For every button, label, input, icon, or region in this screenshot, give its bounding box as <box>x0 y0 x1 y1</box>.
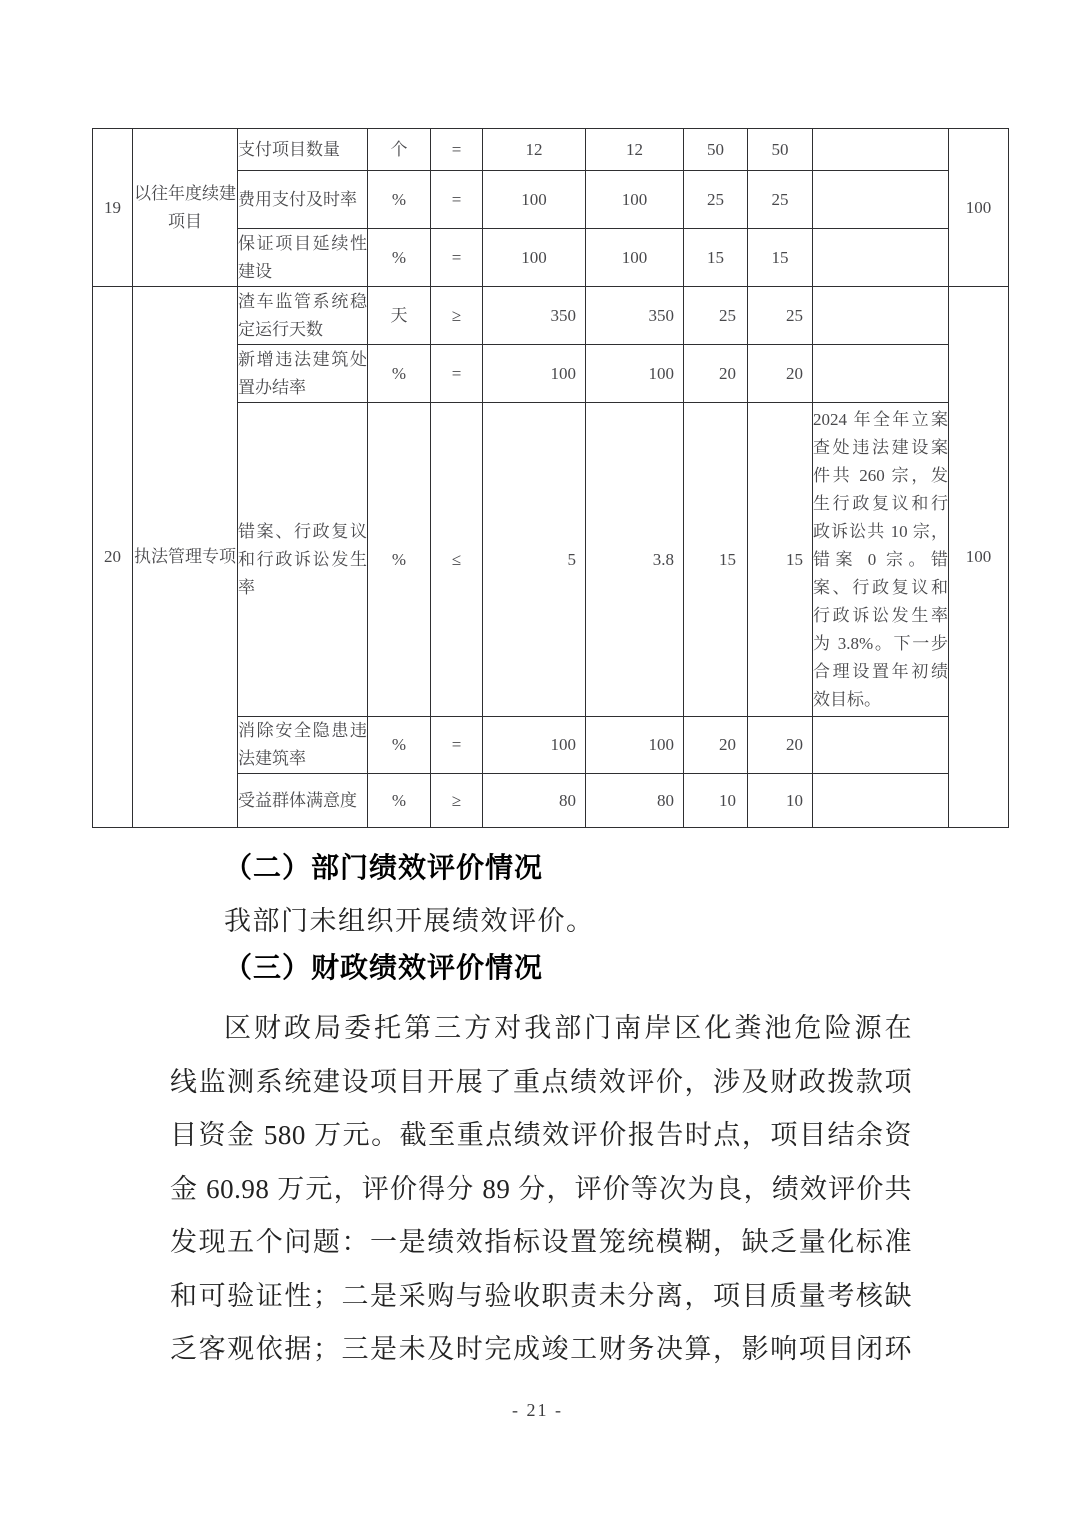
total-score-cell: 100 <box>949 287 1009 828</box>
target-value-cell: 12 <box>483 129 586 171</box>
score-cell: 25 <box>748 171 813 229</box>
row-number-cell: 20 <box>93 287 133 828</box>
points-cell: 20 <box>684 345 748 403</box>
unit-cell: 天 <box>368 287 431 345</box>
operator-cell: ≥ <box>431 774 483 828</box>
indicator-cell: 支付项目数量 <box>238 129 368 171</box>
paragraph-line: 线监测系统建设项目开展了重点绩效评价，涉及财政拨款项 <box>170 1066 912 1097</box>
target-value-cell: 5 <box>483 403 586 717</box>
fiscal-evaluation-paragraph <box>170 1002 912 1377</box>
total-score-cell: 100 <box>949 129 1009 287</box>
indicator-cell: 保证项目延续性建设 <box>238 229 368 287</box>
unit-cell: % <box>368 774 431 828</box>
performance-indicator-table <box>92 128 1009 828</box>
note-cell <box>813 229 949 287</box>
points-cell: 25 <box>684 287 748 345</box>
actual-value-cell: 80 <box>586 774 684 828</box>
operator-cell: = <box>431 129 483 171</box>
target-value-cell: 100 <box>483 345 586 403</box>
points-cell: 50 <box>684 129 748 171</box>
paragraph-line: 乏客观依据；三是未及时完成竣工财务决算，影响项目闭环 <box>170 1334 912 1364</box>
indicator-cell: 渣车监管系统稳定运行天数 <box>238 287 368 345</box>
target-value-cell: 100 <box>483 171 586 229</box>
actual-value-cell: 100 <box>586 717 684 774</box>
indicator-cell: 错案、行政复议和行政诉讼发生率 <box>238 403 368 717</box>
row-number-cell: 19 <box>93 129 133 287</box>
note-cell <box>813 717 949 774</box>
section-heading-fiscal-evaluation: （三）财政绩效评价情况 <box>224 953 544 984</box>
operator-cell: = <box>431 345 483 403</box>
note-cell <box>813 129 949 171</box>
note-cell <box>813 774 949 828</box>
category-cell: 执法管理专项 <box>133 287 238 828</box>
score-cell: 10 <box>748 774 813 828</box>
points-cell: 25 <box>684 171 748 229</box>
target-value-cell: 80 <box>483 774 586 828</box>
indicator-cell: 消除安全隐患违法建筑率 <box>238 717 368 774</box>
paragraph-line: 金 60.98 万元，评价得分 89 分，评价等次为良，绩效评价共 <box>170 1173 912 1204</box>
actual-value-cell: 100 <box>586 229 684 287</box>
unit-cell: % <box>368 403 431 717</box>
score-cell: 15 <box>748 229 813 287</box>
dept-evaluation-paragraph: 我部门未组织开展绩效评价。 <box>224 906 595 936</box>
unit-cell: % <box>368 171 431 229</box>
indicator-cell: 费用支付及时率 <box>238 171 368 229</box>
actual-value-cell: 350 <box>586 287 684 345</box>
score-cell: 50 <box>748 129 813 171</box>
paragraph-line: 区财政局委托第三方对我部门南岸区化粪池危险源在 <box>224 1013 912 1043</box>
score-cell: 20 <box>748 345 813 403</box>
operator-cell: = <box>431 171 483 229</box>
operator-cell: = <box>431 717 483 774</box>
actual-value-cell: 12 <box>586 129 684 171</box>
indicator-cell: 新增违法建筑处置办结率 <box>238 345 368 403</box>
points-cell: 20 <box>684 717 748 774</box>
indicator-cell: 受益群体满意度 <box>238 774 368 828</box>
unit-cell: % <box>368 229 431 287</box>
category-cell: 以往年度续建项目 <box>133 129 238 287</box>
points-cell: 15 <box>684 229 748 287</box>
target-value-cell: 100 <box>483 229 586 287</box>
unit-cell: % <box>368 717 431 774</box>
note-cell <box>813 345 949 403</box>
note-cell <box>813 287 949 345</box>
table-row <box>93 129 1009 171</box>
points-cell: 10 <box>684 774 748 828</box>
score-cell: 20 <box>748 717 813 774</box>
section-heading-dept-evaluation: （二）部门绩效评价情况 <box>224 853 544 884</box>
points-cell: 15 <box>684 403 748 717</box>
actual-value-cell: 100 <box>586 171 684 229</box>
operator-cell: ≤ <box>431 403 483 717</box>
actual-value-cell: 100 <box>586 345 684 403</box>
actual-value-cell: 3.8 <box>586 403 684 717</box>
paragraph-line: 和可验证性；二是采购与验收职责未分离，项目质量考核缺 <box>170 1280 912 1311</box>
page-number: - 21 - <box>512 1400 563 1420</box>
operator-cell: ≥ <box>431 287 483 345</box>
operator-cell: = <box>431 229 483 287</box>
unit-cell: 个 <box>368 129 431 171</box>
note-cell <box>813 171 949 229</box>
score-cell: 15 <box>748 403 813 717</box>
table-row <box>93 287 1009 345</box>
paragraph-line: 发现五个问题：一是绩效指标设置笼统模糊，缺乏量化标准 <box>170 1227 912 1257</box>
score-cell: 25 <box>748 287 813 345</box>
unit-cell: % <box>368 345 431 403</box>
target-value-cell: 350 <box>483 287 586 345</box>
paragraph-line: 目资金 580 万元。截至重点绩效评价报告时点，项目结余资 <box>170 1120 912 1150</box>
note-cell: 2024 年全年立案查处违法建设案件共 260 宗，发生行政复议和行政诉讼共 10 宗，错案 0 宗。错案、行政复议和行政诉讼发生率为 3.8%。下一步合理设置年初绩效目标。 <box>813 403 949 717</box>
target-value-cell: 100 <box>483 717 586 774</box>
